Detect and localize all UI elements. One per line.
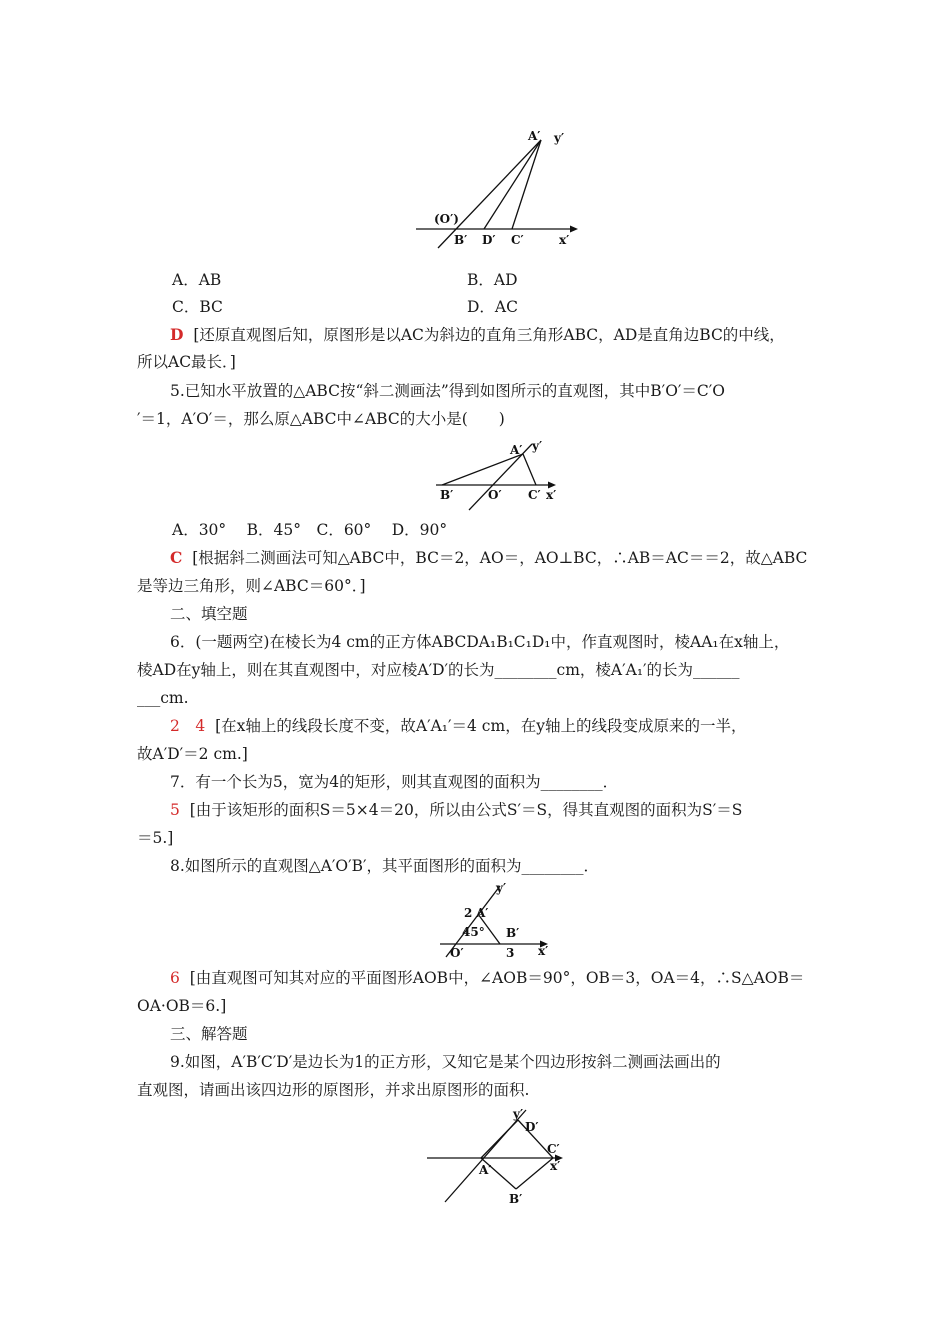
q4-explain-2: 所以AC最长．]: [137, 353, 236, 371]
label-c: C′: [528, 488, 541, 502]
q6-stem-2: 棱AD在y轴上，则在其直观图中，对应棱A′D′的长为________cm，棱A′A₁′的长为______: [137, 661, 740, 679]
q4-explain-1: [还原直观图后知，原图形是以AC为斜边的直角三角形ABC，AD是直角边BC的中线，: [193, 326, 785, 344]
label-three: 3: [506, 946, 515, 960]
q5-stem-2: ′＝1，A′O′＝，那么原△ABC中∠ABC的大小是( ): [137, 410, 505, 428]
q7-explain-2: ＝5.]: [137, 829, 174, 847]
label-x: x′: [559, 233, 570, 247]
segment-ad: [484, 140, 541, 229]
x-axis-arrow: [570, 226, 578, 233]
section-solve-heading: 三、解答题: [170, 1025, 248, 1043]
label-two: 2: [464, 906, 473, 920]
label-a: A′: [528, 129, 541, 143]
q5-answer-line: [170, 548, 850, 568]
figure-q4-oblique-view: [410, 128, 580, 250]
q7-explain-1: [由于该矩形的面积S＝5×4＝20，所以由公式S′＝S，得其直观图的面积为S′＝S: [189, 801, 743, 819]
label-a: A′: [476, 906, 489, 920]
label-x: x′: [538, 944, 549, 958]
q4-answer: D: [170, 325, 184, 344]
q8-explain-1: [由直观图可知其对应的平面图形AOB中，∠AOB＝90°，OB＝3，OA＝4，∴S△AOB＝: [189, 969, 805, 987]
label-a: A′: [479, 1163, 492, 1177]
label-b: B′: [454, 233, 468, 247]
q7-answer: 5: [170, 801, 180, 819]
q4-option-b: B．AD: [467, 271, 518, 289]
q8-answer: 6: [170, 969, 180, 987]
label-x: x′: [550, 1159, 561, 1173]
figure-q5-oblique-view: [432, 438, 562, 513]
label-o: O′: [450, 946, 464, 960]
q8-answer-line: [170, 968, 850, 988]
label-b: B′: [506, 926, 520, 940]
q5-answer: C: [170, 548, 183, 567]
q4-option-c: C．BC: [172, 298, 223, 316]
segment-ac: [512, 140, 541, 229]
label-b: B′: [509, 1192, 523, 1206]
label-d: D′: [482, 233, 496, 247]
side-cb: [516, 1158, 553, 1189]
q6-stem-1: 6．(一题两空)在棱长为4 cm的正方体ABCDA₁B₁C₁D₁中，作直观图时，棱AA₁在x轴上，: [170, 633, 790, 651]
figure-q9-oblique-view: [425, 1106, 575, 1206]
q5-options: A．30° B．45° C．60° D．90°: [172, 521, 448, 539]
q6-answer: 2 4: [170, 717, 206, 735]
section-fill-in-heading: 二、填空题: [170, 605, 248, 623]
label-y: y′: [554, 131, 565, 145]
q5-stem-1: 5.已知水平放置的△ABC按“斜二测画法”得到如图所示的直观图，其中B′O′＝C′O: [170, 382, 726, 400]
label-x: x′: [546, 488, 557, 502]
segment-ac: [523, 454, 536, 485]
q4-option-d: D．AC: [467, 298, 518, 316]
label-o: (O′): [434, 212, 459, 226]
q6-stem-3: ___cm.: [137, 689, 189, 707]
q8-explain-2: OA·OB＝6.]: [137, 997, 227, 1015]
q8-stem: 8.如图所示的直观图△A′O′B′，其平面图形的面积为________．: [170, 857, 600, 875]
figure-q8-oblique-view: [436, 880, 556, 960]
label-y: y′: [496, 881, 507, 895]
label-c: C′: [547, 1142, 560, 1156]
segment-ba: [442, 454, 523, 485]
y-axis-line: [438, 140, 541, 248]
label-a: A′: [510, 443, 523, 457]
label-c: C′: [511, 233, 524, 247]
q4-option-a: A．AB: [172, 271, 222, 289]
label-angle: 45°: [462, 925, 485, 939]
label-o: O′: [488, 488, 502, 502]
label-d: D′: [525, 1120, 539, 1134]
q6-explain-1: [在x轴上的线段长度不变，故A′A₁′＝4 cm，在y轴上的线段变成原来的一半，: [215, 717, 747, 735]
q6-answer-line: [170, 716, 850, 736]
q5-explain-1: [根据斜二测画法可知△ABC中，BC＝2，AO＝，AO⊥BC，∴AB＝AC＝＝2，故△ABC: [192, 549, 808, 567]
label-y: y′: [513, 1107, 524, 1121]
q7-stem: 7．有一个长为5，宽为4的矩形，则其直观图的面积为________．: [170, 773, 619, 791]
q9-stem-2: 直观图，请画出该四边形的原图形，并求出原图形的面积.: [137, 1081, 530, 1099]
q7-answer-line: [170, 800, 850, 820]
q5-explain-2: 是等边三角形，则∠ABC＝60°．]: [137, 577, 366, 595]
label-y: y′: [532, 439, 543, 453]
q6-explain-2: 故A′D′＝2 cm.]: [137, 745, 248, 763]
q4-answer-line: [170, 325, 850, 345]
q9-stem-1: 9.如图，A′B′C′D′是边长为1的正方形，又知它是某个四边形按斜二测画法画出的: [170, 1053, 721, 1071]
label-b: B′: [440, 488, 454, 502]
side-ad: [481, 1120, 518, 1158]
